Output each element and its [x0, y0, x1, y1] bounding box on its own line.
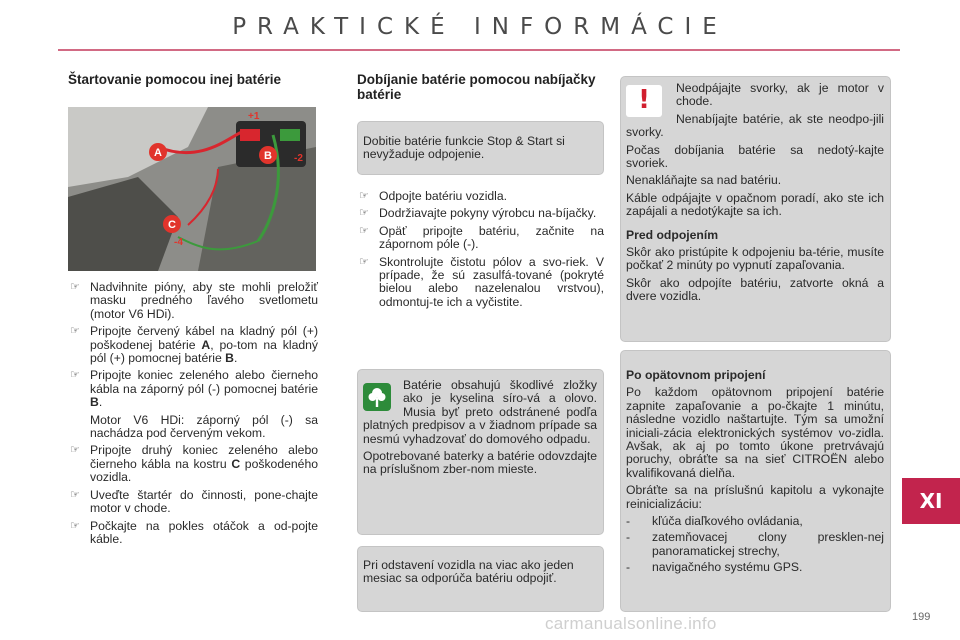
before-paragraph: Skôr ako odpojíte batériu, zatvorte okná a dvere vozidla.: [626, 275, 884, 304]
list-item: ☞ Pripojte koniec zeleného alebo čierneho kábla na záporný pól (-) pomocnej batérie B.: [70, 368, 318, 410]
hand-pointer-icon: ☞: [70, 325, 80, 338]
svg-text:B: B: [264, 150, 272, 162]
list-item: ☞ Dodržiavajte pokyny výrobcu na-bíjačky.: [359, 206, 597, 221]
list-item: - kľúča diaľkového ovládania,: [626, 514, 803, 529]
hand-pointer-icon: ☞: [359, 255, 369, 268]
svg-text:-2: -2: [294, 153, 303, 164]
watermark: carmanualsonline.info: [545, 614, 717, 633]
engine-bay-photo: [68, 107, 316, 271]
warning-paragraph: Neodpájajte svorky, ak je motor v chode.: [676, 81, 884, 109]
list-item: ☞ Počkajte na pokles otáčok a od-pojte káble.: [70, 518, 318, 546]
list-item: ☞ Opäť pripojte batériu, začnite na zápornom póle (-).: [359, 223, 604, 252]
list-item: ☞ Pripojte druhý koniec zeleného alebo čierneho kábla na kostru C poškodeného vozidla.: [70, 443, 319, 485]
before-disconnect-title: Pred odpojením: [626, 227, 719, 242]
left-column: [68, 72, 318, 87]
hand-pointer-icon: ☞: [70, 369, 80, 382]
list-item: - zatemňovacej clony presklen-nej panoramatickej strechy,: [626, 530, 884, 558]
hand-pointer-icon: ☞: [70, 488, 80, 501]
after-paragraph: Po každom opätovnom pripojení batérie zapnite zapaľovanie a po-čkajte 1 minútu, následne vozidlo naštartujte. Tým sa umožní iniciali-zácia elektronických systémov vo-zidla. Avšak, ak aj po tomto úkone pretrvávajú poruchy, obráťte sa na sieť CITROËN alebo kvalifikovaná dielňa.: [626, 385, 884, 480]
after-reconnect-box: [620, 350, 891, 612]
hand-pointer-icon: ☞: [70, 519, 80, 532]
chapter-tab[interactable]: XI: [902, 478, 960, 524]
svg-text:C: C: [168, 219, 176, 231]
section-title-charging: Dobíjanie batérie pomocou nabíjačky batérie: [357, 72, 596, 102]
eco-paragraph-1: Batérie obsahujú škodlivé zložky ako je kyselina síro-vá a olovo. Musia byť preto odstránené podľa platných predpisov a v žiadnom prípade sa nesmú vyhadzovať do domového odpadu.: [363, 378, 597, 446]
section-title-jump-start: Štartovanie pomocou inej batérie: [68, 72, 282, 87]
list-item: ☞ Skontrolujte čistotu pólov a svo-riek. V prípade, že sú zasulfá-tované (pokryté bielou alebo nazelenalou vrstvou), odmontuj-te ich a vyčistite.: [359, 254, 604, 309]
warning-paragraph: Nenabíjajte batérie, ak ste neodpo-jili svorky.: [626, 111, 884, 140]
warning-paragraph: Nenakláňajte sa nad batériu.: [626, 173, 782, 188]
middle-column: [357, 72, 604, 102]
eco-paragraph-2: Opotrebované baterky a batérie odovzdajte na príslušnom zber-nom mieste.: [363, 449, 597, 477]
svg-text:-4: -4: [174, 237, 183, 248]
title-divider: [58, 49, 900, 51]
hand-pointer-icon: ☞: [359, 207, 369, 220]
after-paragraph: Obráťte sa na príslušnú kapitolu a vykonajte reinicializáciu:: [626, 483, 884, 511]
list-item: ☞ Odpojte batériu vozidla.: [359, 189, 508, 203]
list-item: - navigačného systému GPS.: [626, 560, 803, 575]
after-reconnect-title: Po opätovnom pripojení: [626, 368, 766, 382]
stop-start-note: Dobitie batérie funkcie Stop & Start si nevyžaduje odpojenie.: [357, 121, 604, 175]
long-storage-note: Pri odstavení vozidla na viac ako jeden mesiac sa odporúča batériu odpojiť.: [357, 546, 604, 612]
hand-pointer-icon: ☞: [359, 190, 369, 202]
jump-start-steps: [68, 281, 318, 550]
warning-paragraph: Káble odpájajte v opačnom poradí, ako ste ich zapájali a nedotýkajte sa ich.: [626, 190, 884, 219]
jump-start-illustration: [68, 107, 316, 271]
charging-steps: [357, 190, 604, 313]
exclamation-icon: !: [626, 85, 662, 117]
warning-box: [620, 76, 891, 342]
list-item: ☞ Pripojte červený kábel na kladný pól (+) poškodenej batérie A, po-tom na kladný pól (+) pomocnej batérie B.: [70, 324, 318, 366]
page-title: PRAKTICKÉ INFORMÁCIE: [232, 14, 728, 40]
warning-paragraph: Počas dobíjania batérie sa nedotý-kajte svoriek.: [626, 142, 884, 171]
list-item: ☞ Nadvihnite pióny, aby ste mohli preložiť masku predného ľavého svetlometu (motor V6 HDi).: [70, 280, 318, 321]
hand-pointer-icon: ☞: [70, 281, 80, 293]
environment-note: [357, 369, 604, 535]
tree-icon: [363, 383, 391, 411]
v6-note: Motor V6 HDi: záporný pól (-) sa nachádza pod červeným vekom.: [90, 412, 318, 441]
svg-text:A: A: [154, 147, 162, 159]
hand-pointer-icon: ☞: [70, 444, 80, 457]
svg-text:+1: +1: [248, 111, 260, 122]
list-item: ☞ Uveďte štartér do činnosti, pone-chajte motor v chode.: [70, 487, 318, 516]
page-number: 199: [912, 611, 931, 623]
hand-pointer-icon: ☞: [359, 224, 369, 237]
before-paragraph: Skôr ako pristúpite k odpojeniu ba-térie, musíte počkať 2 minúty po vypnutí zapaľovania.: [626, 245, 884, 273]
